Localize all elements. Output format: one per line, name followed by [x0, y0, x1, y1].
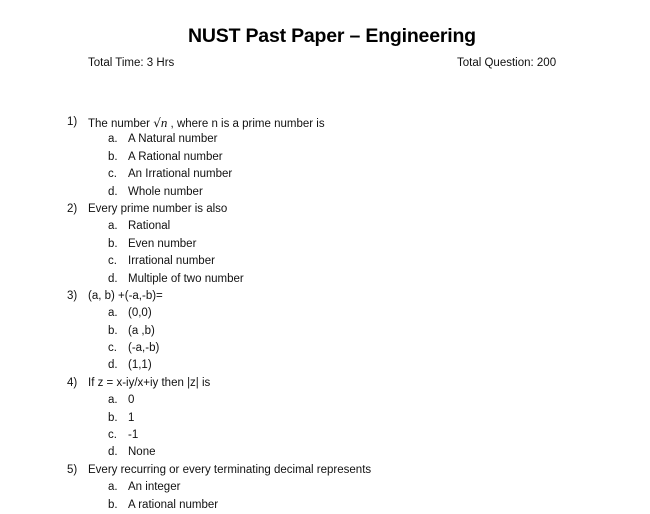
- option-letter: b.: [108, 150, 118, 163]
- option-letter: a.: [108, 307, 118, 320]
- option: [0, 497, 650, 514]
- option: [0, 479, 650, 496]
- option-letter: c.: [108, 255, 117, 268]
- question-number: 5): [67, 463, 78, 476]
- option-text: 0: [128, 394, 135, 407]
- option-letter: d.: [108, 185, 118, 198]
- option-letter: c.: [108, 168, 117, 181]
- question-1: [0, 114, 650, 131]
- option-letter: c.: [108, 342, 117, 355]
- total-questions: Total Question: 200: [457, 57, 557, 69]
- square-root-symbol: √: [153, 116, 161, 130]
- question-text: Every prime number is also: [88, 202, 228, 215]
- option: [0, 166, 650, 183]
- option-text: (-a,-b): [128, 342, 160, 355]
- option-text: Rational: [128, 220, 171, 233]
- option-letter: a.: [108, 133, 118, 146]
- option-text: An Irrational number: [128, 168, 233, 181]
- option: [0, 357, 650, 374]
- option-text: An integer: [128, 481, 181, 494]
- option: [0, 236, 650, 253]
- question-2: [0, 201, 650, 218]
- option-text: A Natural number: [128, 133, 218, 146]
- option-letter: d.: [108, 272, 118, 285]
- option-letter: b.: [108, 411, 118, 424]
- option: [0, 340, 650, 357]
- option-letter: a.: [108, 481, 118, 494]
- option-text: Multiple of two number: [128, 272, 244, 285]
- option: [0, 271, 650, 288]
- option-letter: c.: [108, 429, 117, 442]
- option-letter: b.: [108, 498, 118, 511]
- option-letter: b.: [108, 324, 118, 337]
- radicand: n: [160, 115, 168, 130]
- option-letter: a.: [108, 394, 118, 407]
- question-number: 4): [67, 376, 78, 389]
- option-text: None: [128, 446, 156, 459]
- option-letter: a.: [108, 220, 118, 233]
- question-text: Every recurring or every terminating decimal represents: [88, 463, 372, 476]
- option-text: -1: [128, 429, 139, 442]
- option: [0, 149, 650, 166]
- option-letter: b.: [108, 237, 118, 250]
- option: [0, 444, 650, 461]
- question-4: [0, 375, 650, 392]
- question-number: 3): [67, 289, 78, 302]
- question-text-after: , where n is a prime number is: [167, 118, 325, 130]
- option: [0, 184, 650, 201]
- option-text: (0,0): [128, 307, 152, 320]
- option-text: 1: [128, 411, 135, 424]
- question-3: [0, 288, 650, 305]
- option-text: A Rational number: [128, 150, 223, 163]
- question-text: If z = x-iy/x+iy then |z| is: [88, 376, 211, 389]
- option-text: (1,1): [128, 359, 152, 372]
- option: [0, 131, 650, 148]
- option-text: Even number: [128, 237, 197, 250]
- option: [0, 305, 650, 322]
- option-text: Irrational number: [128, 255, 215, 268]
- option: [0, 427, 650, 444]
- option: [0, 253, 650, 270]
- question-list: [0, 114, 650, 514]
- option-letter: d.: [108, 359, 118, 372]
- option: [0, 392, 650, 409]
- option-letter: d.: [108, 446, 118, 459]
- option: [0, 218, 650, 235]
- question-number: 2): [67, 202, 78, 215]
- page-title: NUST Past Paper – Engineering: [188, 25, 476, 47]
- total-time: Total Time: 3 Hrs: [88, 57, 175, 69]
- question-5: [0, 462, 650, 479]
- option-text: A rational number: [128, 498, 219, 511]
- option-text: Whole number: [128, 185, 203, 198]
- option: [0, 323, 650, 340]
- question-text-before: The number: [88, 118, 154, 130]
- question-number: 1): [67, 116, 78, 128]
- question-text: (a, b) +(-a,-b)=: [88, 289, 163, 302]
- option: [0, 410, 650, 427]
- option-text: (a ,b): [128, 324, 155, 337]
